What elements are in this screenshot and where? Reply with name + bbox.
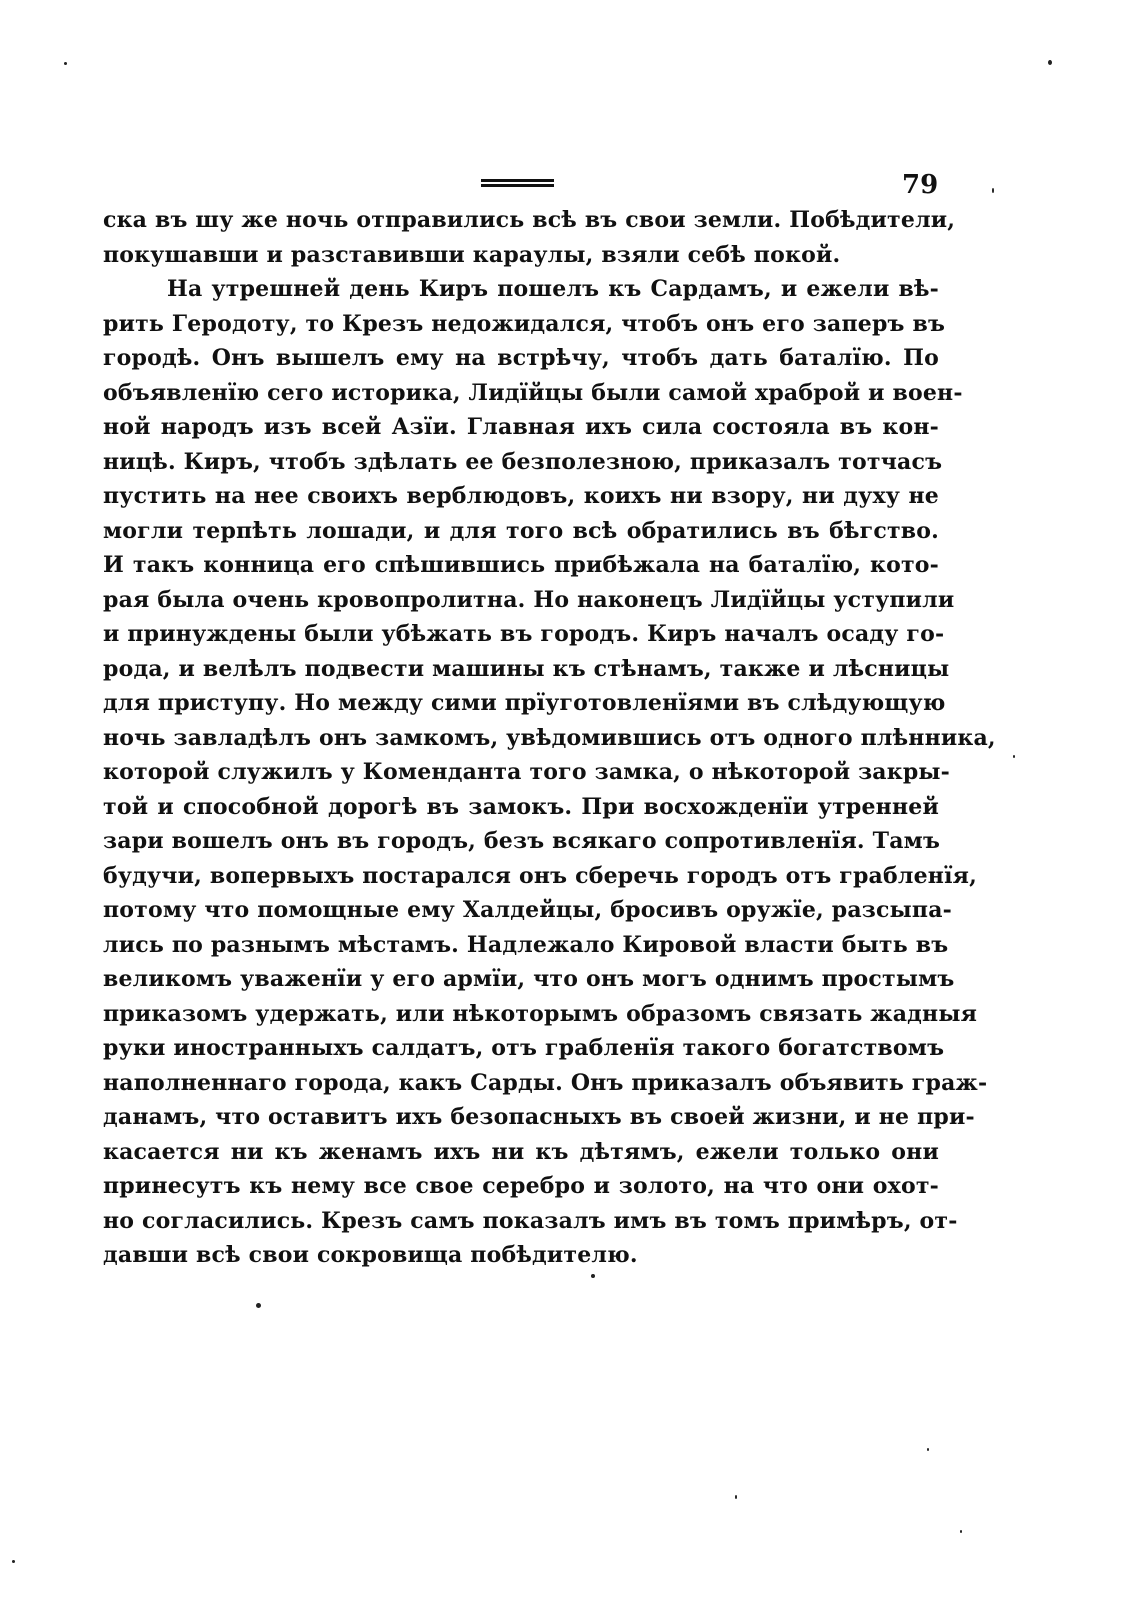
text-line: потому что помощные ему Халдейцы, бросивъ оружїе, разсыпа- — [103, 897, 952, 923]
scan-speck — [256, 1303, 261, 1308]
scan-speck — [591, 1274, 595, 1278]
text-line: На утрешней день Киръ пошелъ къ Сардамъ, и ежели вѣ- — [167, 276, 939, 302]
scan-speck — [927, 1448, 929, 1451]
text-line: зари вошелъ онъ въ городъ, безъ всякаго сопротивленїя. Тамъ — [103, 828, 941, 854]
scan-speck — [992, 188, 994, 193]
text-line: рая была очень кровопролитна. Но наконецъ Лидїйцы уступили — [103, 586, 955, 613]
text-line: руки иностранныхъ салдатъ, отъ грабленїя такого богатствомъ — [103, 1035, 945, 1061]
scan-speck — [1048, 60, 1052, 65]
text-line: лись по разнымъ мѣстамъ. Надлежало Кировой власти быть въ — [103, 931, 949, 958]
text-line: городѣ. Онъ вышелъ ему на встрѣчу, чтобъ дать баталїю. По — [103, 345, 939, 371]
text-line: объявленїю сего историка, Лидїйцы были самой храброй и воен- — [103, 379, 963, 406]
text-line: и принуждены были убѣжать въ городъ. Киръ началъ осаду го- — [103, 621, 945, 647]
text-line: касается ни къ женамъ ихъ ни къ дѣтямъ, ежели только они — [103, 1138, 939, 1165]
text-line: ной народъ изъ всей Азїи. Главная ихъ сила состояла въ кон- — [103, 414, 939, 440]
text-line: принесутъ къ нему все свое серебро и золото, на что они охот- — [103, 1173, 939, 1199]
text-line: покушавши и разставивши караулы, взяли себѣ покой. — [103, 241, 841, 268]
text-line: ницѣ. Киръ, чтобъ здѣлать ее безполезною, приказалъ тотчасъ — [103, 448, 943, 475]
text-line: пустить на нее своихъ верблюдовъ, коихъ ни взору, ни духу не — [103, 483, 939, 509]
scan-speck — [735, 1495, 737, 1499]
text-line: приказомъ удержать, или нѣкоторымъ образомъ связать жадныя — [103, 1000, 978, 1027]
text-line: рода, и велѣлъ подвести машины къ стѣнамъ, также и лѣсницы — [103, 655, 950, 682]
text-line: которой служилъ у Коменданта того замка, о нѣкоторой закры- — [103, 759, 951, 785]
text-line: той и способной дорогѣ въ замокъ. При восхожденїи утренней — [103, 793, 939, 820]
body-text — [103, 203, 996, 1273]
text-line: рить Геродоту, то Крезъ недожидался, чтобъ онъ его заперъ въ — [103, 310, 946, 337]
scan-speck — [960, 1530, 962, 1533]
text-line: И такъ конница его спѣшившись прибѣжала на баталїю, кото- — [103, 552, 939, 578]
text-line: данамъ, что оставитъ ихъ безопасныхъ въ своей жизни, и не при- — [103, 1104, 975, 1130]
scan-speck — [1013, 755, 1015, 758]
text-line: великомъ уваженїи у его армїи, что онъ могъ однимъ простымъ — [103, 966, 955, 992]
text-line: будучи, вопервыхъ постарался онъ сберечь городъ отъ грабленїя, — [103, 862, 977, 889]
text-line: могли терпѣть лошади, и для того всѣ обратились въ бѣгство. — [103, 517, 939, 544]
text-line: ночь завладѣлъ онъ замкомъ, увѣдомившись отъ одного плѣнника, — [103, 724, 996, 751]
scan-speck — [12, 1560, 15, 1563]
text-line: наполненнаго города, какъ Сарды. Онъ приказалъ объявить граж- — [103, 1069, 988, 1096]
text-line: ска въ шу же ночь отправились всѣ въ свои земли. Побѣдители, — [103, 207, 956, 233]
text-line: для приступу. Но между сими прїуготовленїями въ слѣдующую — [103, 690, 946, 716]
text-line: но согласились. Крезъ самъ показалъ имъ въ томъ примѣръ, от- — [103, 1207, 958, 1234]
header-ornament-rule — [481, 179, 554, 191]
scan-speck — [64, 62, 67, 65]
page-number: 79 — [902, 170, 939, 200]
text-line: давши всѣ свои сокровища побѣдителю. — [103, 1242, 638, 1268]
